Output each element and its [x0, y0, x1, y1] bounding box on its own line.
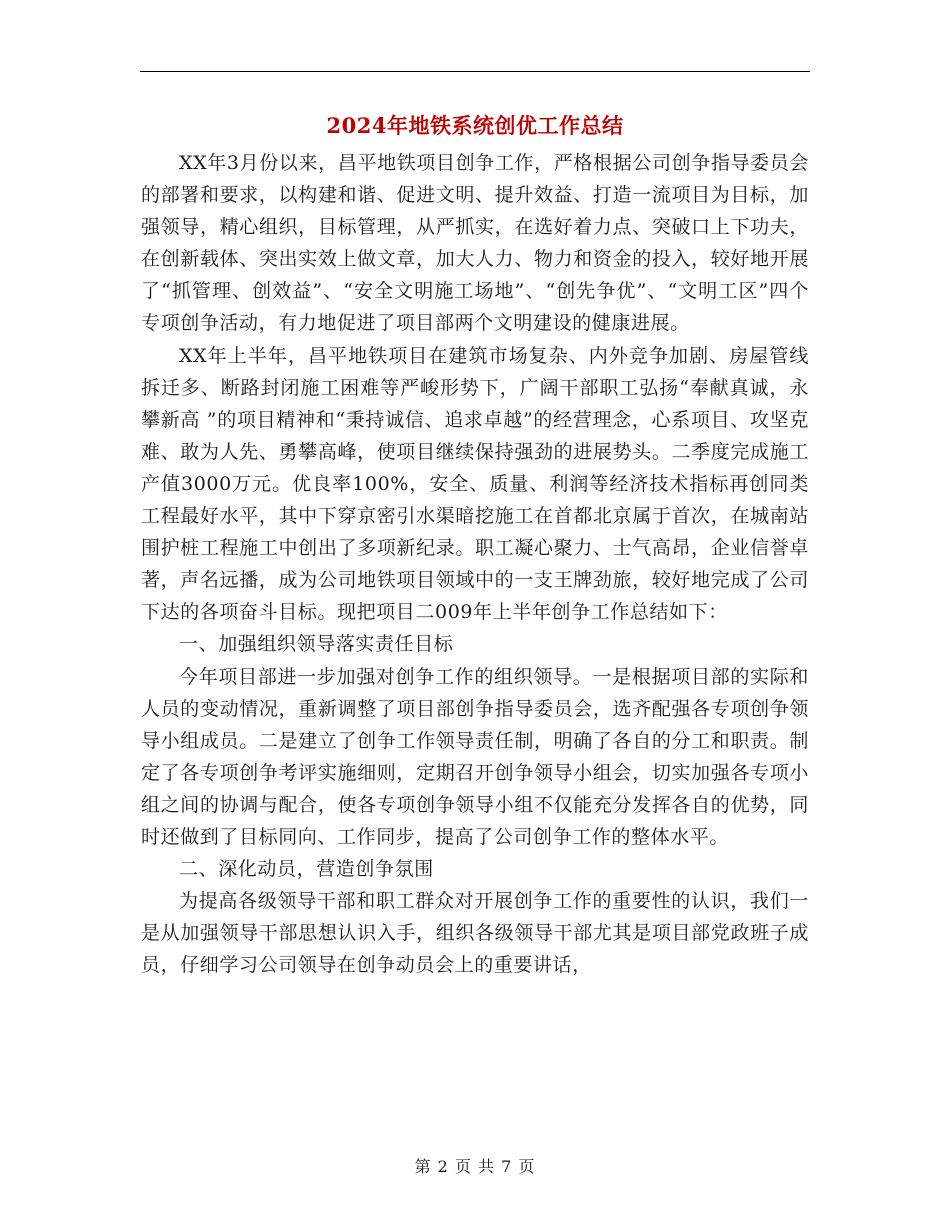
paragraph: 今年项目部进一步加强对创争工作的组织领导。一是根据项目部的实际和人员的变动情况，重新调整了项目部创争指导委员会，选齐配强各专项创争领导小组成员。二是建立了创争工作领导责任制，明确了各自的分工和职责。制定了各专项创争考评实施细则，定期召开创争领导小组会，切实加强各专项小组之间的协调与配合，使各专项创争领导小组不仅能充分发挥各自的优势，同时还做到了目标同向、工作同步，提高了公司创争工作的整体水平。: [141, 665, 809, 848]
section-heading: 二、深化动员，营造创争氛围: [179, 858, 434, 881]
document-title: 2024年地铁系统创优工作总结: [326, 113, 624, 138]
page-number: 第 2 页 共 7 页: [414, 1157, 536, 1176]
header-rule: [140, 71, 810, 72]
section-heading: 一、加强组织领导落实责任目标: [179, 633, 454, 656]
document-body: [141, 147, 809, 981]
paragraph: XX年3月份以来，昌平地铁项目创争工作，严格根据公司创争指导委员会的部署和要求，以构建和谐、促进文明、提升效益、打造一流项目为目标，加强领导，精心组织，目标管理，从严抓实，在选好着力点、突破口上下功夫，在创新载体、突出实效上做文章，加大人力、物力和资金的投入，较好地开展了“抓管理、创效益”、“安全文明施工场地”、“创先争优”、“文明工区”四个专项创争活动，有力地促进了项目部两个文明建设的健康进展。: [141, 152, 809, 335]
paragraph: XX年上半年，昌平地铁项目在建筑市场复杂、内外竞争加剧、房屋管线拆迁多、断路封闭施工困难等严峻形势下，广阔干部职工弘扬“奉献真诚，永攀新高 ”的项目精神和“秉持诚信、追求卓越”的经营理念，心系项目、攻坚克难、敢为人先、勇攀高峰，使项目继续保持强劲的进展势头。二季度完成施工产值3000万元。优良率100%，安全、质量、利润等经济技术指标再创同类工程最好水平，其中下穿京密引水渠暗挖施工在首都北京属于首次，在城南站围护桩工程施工中创出了多项新纪录。职工凝心聚力、士气高昂，企业信誉卓著，声名远播，成为公司地铁项目领域中的一支王牌劲旅，较好地完成了公司下达的各项奋斗目标。现把项目二009年上半年创争工作总结如下：: [141, 344, 810, 624]
paragraph: 为提高各级领导干部和职工群众对开展创争工作的重要性的认识，我们一是从加强领导干部思想认识入手，组织各级领导干部尤其是项目部党政班子成员，仔细学习公司领导在创争动员会上的重要讲话，: [141, 890, 809, 977]
